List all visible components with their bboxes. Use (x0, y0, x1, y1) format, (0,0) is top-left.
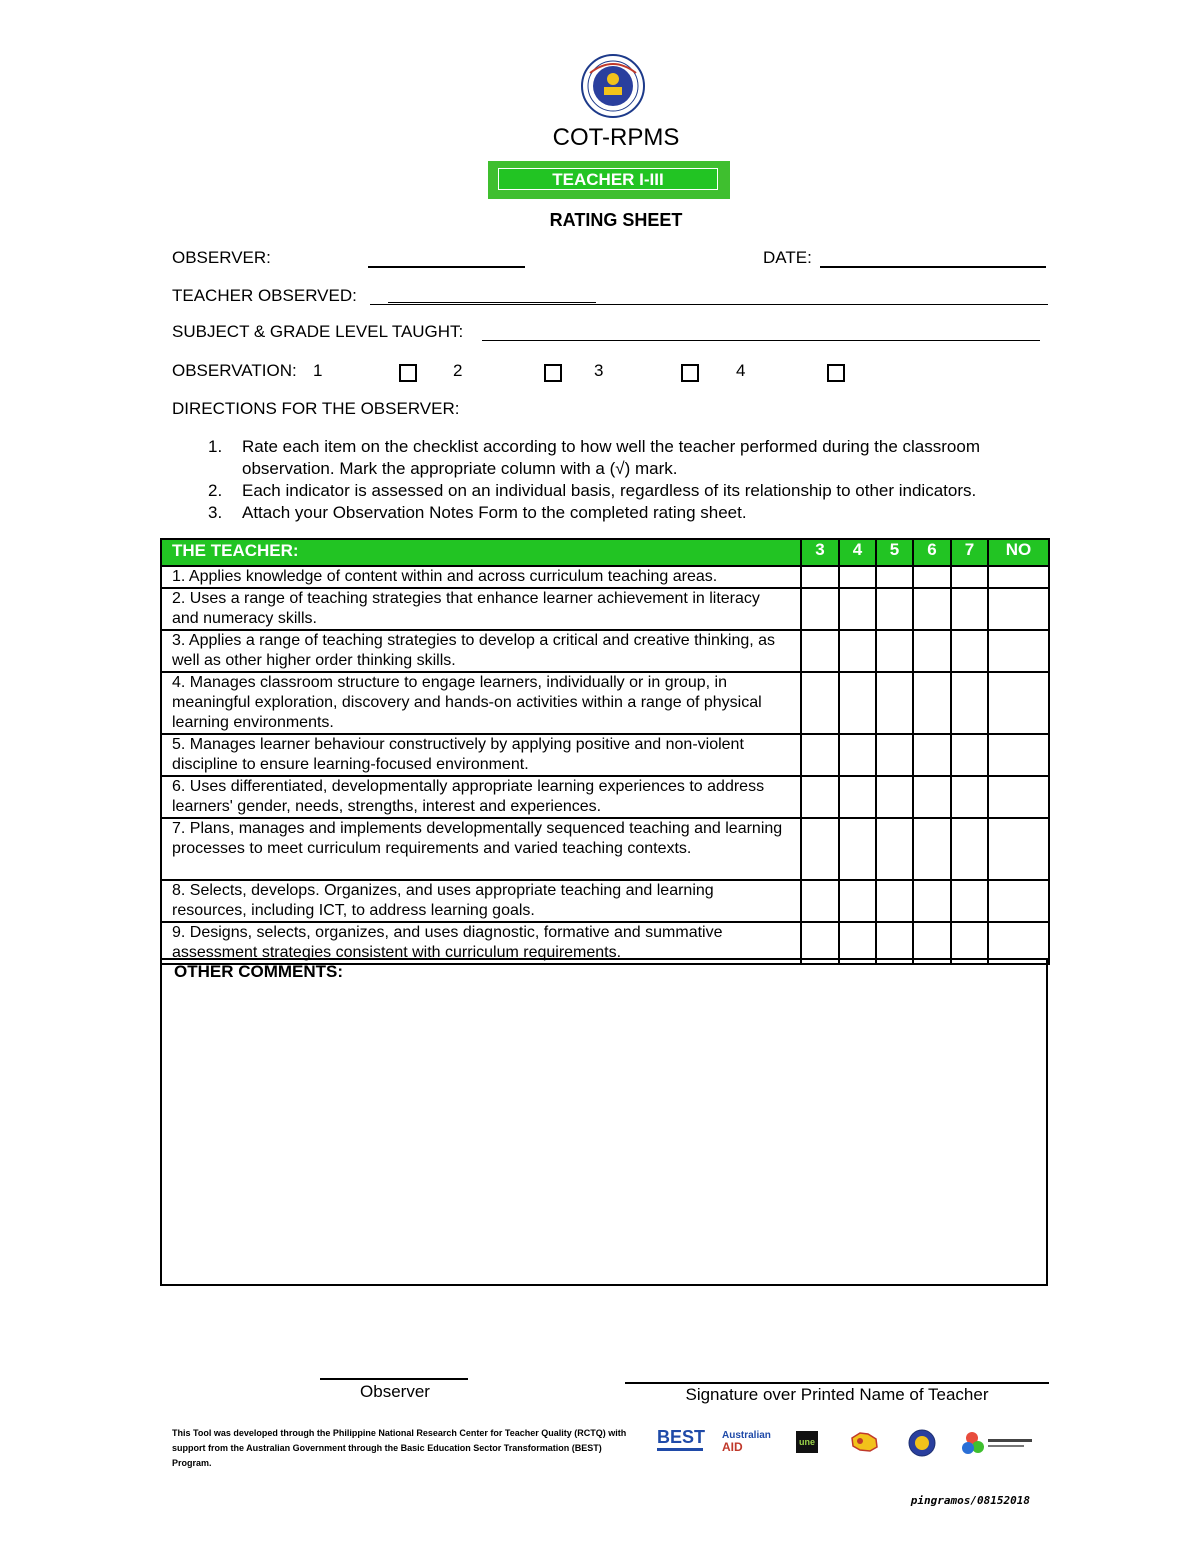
rating-cell[interactable] (876, 776, 913, 818)
other-comments-label: OTHER COMMENTS: (174, 962, 344, 981)
rating-cell[interactable] (988, 630, 1049, 672)
rating-cell[interactable] (876, 880, 913, 922)
rating-cell[interactable] (951, 818, 988, 880)
rating-cell[interactable] (801, 734, 839, 776)
rating-cell[interactable] (839, 818, 876, 880)
rating-cell[interactable] (951, 672, 988, 734)
other-comments-box[interactable] (160, 958, 1048, 1286)
table-row (161, 630, 1049, 672)
rating-cell[interactable] (913, 630, 951, 672)
observation-option-1: 1 (313, 361, 323, 380)
indicator-text: 5. Manages learner behaviour constructively by applying positive and non-violent discipline to ensure learning-focused environment. (161, 734, 801, 776)
rating-cell[interactable] (801, 672, 839, 734)
rating-cell[interactable] (801, 880, 839, 922)
rating-cell[interactable] (913, 880, 951, 922)
rating-cell[interactable] (913, 818, 951, 880)
deped-seal-icon (580, 53, 646, 119)
teacher-observed-label: TEACHER OBSERVED: (172, 286, 357, 305)
teacher-observed-underline (388, 286, 596, 303)
directions-list (172, 436, 1022, 524)
page-title: COT-RPMS (552, 124, 680, 151)
rating-cell[interactable] (988, 734, 1049, 776)
rating-cell[interactable] (801, 818, 839, 880)
rating-cell[interactable] (839, 630, 876, 672)
observation-label: OBSERVATION: (172, 361, 297, 380)
direction-item: 1. Rate each item on the checklist according to how well the teacher performed during the classroom observation. Mark the appropriate column with a (√) mark. (208, 437, 980, 478)
observation-2-checkbox[interactable] (544, 364, 562, 382)
date-label: DATE: (763, 248, 812, 267)
rating-cell[interactable] (801, 588, 839, 630)
rating-cell[interactable] (988, 672, 1049, 734)
scale-5-header: 5 (876, 539, 913, 566)
une-logo: une (796, 1431, 818, 1453)
rating-table (160, 538, 1050, 965)
table-row (161, 566, 1049, 588)
direction-item: 3. Attach your Observation Notes Form to the completed rating sheet. (208, 503, 747, 522)
table-row (161, 672, 1049, 734)
deped-small-seal-icon (908, 1429, 936, 1457)
direction-item: 2. Each indicator is assessed on an individual basis, regardless of its relationship to other indicators. (208, 481, 977, 500)
rating-cell[interactable] (801, 776, 839, 818)
rating-cell[interactable] (913, 672, 951, 734)
sheet-subtitle: RATING SHEET (549, 210, 683, 230)
rating-cell[interactable] (951, 880, 988, 922)
rating-cell[interactable] (876, 734, 913, 776)
table-row (161, 776, 1049, 818)
subject-grade-field[interactable] (482, 322, 1040, 341)
rating-cell[interactable] (951, 630, 988, 672)
rating-cell[interactable] (988, 588, 1049, 630)
rating-cell[interactable] (913, 734, 951, 776)
rating-cell[interactable] (876, 672, 913, 734)
indicator-text: 3. Applies a range of teaching strategies to develop a critical and creative thinking, as well as other higher order thinking skills. (161, 630, 801, 672)
indicator-text: 6. Uses differentiated, developmentally appropriate learning experiences to address learners' gender, needs, strengths, interest and experiences. (161, 776, 801, 818)
rating-cell[interactable] (876, 588, 913, 630)
indicator-text: 8. Selects, develops. Organizes, and uses appropriate teaching and learning resources, including ICT, to address learning goals. (161, 880, 801, 922)
best-logo: BEST (657, 1428, 707, 1456)
footer-note: This Tool was developed through the Philippine National Research Center for Teacher Quality (RCTQ) with support from the Australian Government through the Basic Education Sector Transformation (BEST) Program. (172, 1428, 627, 1468)
observer-signature-line[interactable] (320, 1378, 468, 1380)
rating-cell[interactable] (988, 566, 1049, 588)
rating-cell[interactable] (839, 588, 876, 630)
observer-label: OBSERVER: (172, 248, 271, 267)
rating-cell[interactable] (951, 588, 988, 630)
observer-field[interactable] (368, 248, 525, 268)
rating-cell[interactable] (913, 566, 951, 588)
rating-cell[interactable] (913, 588, 951, 630)
rating-cell[interactable] (801, 630, 839, 672)
australian-aid-logo: Australian AID (722, 1430, 771, 1454)
rating-cell[interactable] (913, 776, 951, 818)
australia-map-icon (848, 1430, 880, 1454)
indicator-text: 7. Plans, manages and implements developmentally sequenced teaching and learning processes to meet curriculum requirements and varied teaching contexts. (161, 818, 801, 880)
rating-cell[interactable] (801, 566, 839, 588)
observation-option-2: 2 (453, 361, 463, 380)
observation-3-checkbox[interactable] (681, 364, 699, 382)
level-banner (488, 161, 730, 199)
scale-3-header: 3 (801, 539, 839, 566)
rating-cell[interactable] (988, 880, 1049, 922)
rating-cell[interactable] (988, 818, 1049, 880)
indicator-text: 1. Applies knowledge of content within and across curriculum teaching areas. (161, 566, 801, 588)
rating-cell[interactable] (839, 672, 876, 734)
rating-table-header (161, 539, 1049, 566)
scale-4-header: 4 (839, 539, 876, 566)
scale-7-header: 7 (951, 539, 988, 566)
table-row (161, 734, 1049, 776)
rating-cell[interactable] (951, 566, 988, 588)
date-field[interactable] (820, 248, 1046, 268)
rating-cell[interactable] (951, 776, 988, 818)
observation-1-checkbox[interactable] (399, 364, 417, 382)
rating-cell[interactable] (839, 566, 876, 588)
indicator-text: 4. Manages classroom structure to engage learners, individually or in group, in meaningful exploration, discovery and hands-on activities within a range of physical learning environments. (161, 672, 801, 734)
rating-cell[interactable] (839, 734, 876, 776)
scale-6-header: 6 (913, 539, 951, 566)
observation-4-checkbox[interactable] (827, 364, 845, 382)
rating-cell[interactable] (839, 776, 876, 818)
directions-heading: DIRECTIONS FOR THE OBSERVER: (172, 399, 460, 418)
rctq-logo-icon (962, 1429, 1034, 1457)
table-row (161, 880, 1049, 922)
teacher-signature-line[interactable] (625, 1382, 1049, 1384)
document-credit: pingramos/08152018 (910, 1494, 1030, 1507)
subject-grade-label: SUBJECT & GRADE LEVEL TAUGHT: (172, 322, 464, 341)
rating-cell[interactable] (876, 630, 913, 672)
scale-no-header: NO (988, 539, 1049, 566)
indicator-text: 9. Designs, selects, organizes, and uses diagnostic, formative and summative assessment strategies consistent with curriculum requirements. (161, 922, 801, 964)
observation-option-3: 3 (594, 361, 604, 380)
table-row (161, 588, 1049, 630)
observer-signature-label: Observer (360, 1382, 430, 1401)
rating-cell[interactable] (839, 880, 876, 922)
teacher-column-header: THE TEACHER: (161, 539, 801, 566)
teacher-signature-label: Signature over Printed Name of Teacher (685, 1385, 989, 1404)
rating-cell[interactable] (876, 566, 913, 588)
rating-cell[interactable] (988, 776, 1049, 818)
table-row (161, 818, 1049, 880)
observation-option-4: 4 (736, 361, 746, 380)
rating-cell[interactable] (951, 734, 988, 776)
level-label: TEACHER I-III (498, 168, 718, 190)
rating-cell[interactable] (876, 818, 913, 880)
indicator-text: 2. Uses a range of teaching strategies that enhance learner achievement in literacy and numeracy skills. (161, 588, 801, 630)
